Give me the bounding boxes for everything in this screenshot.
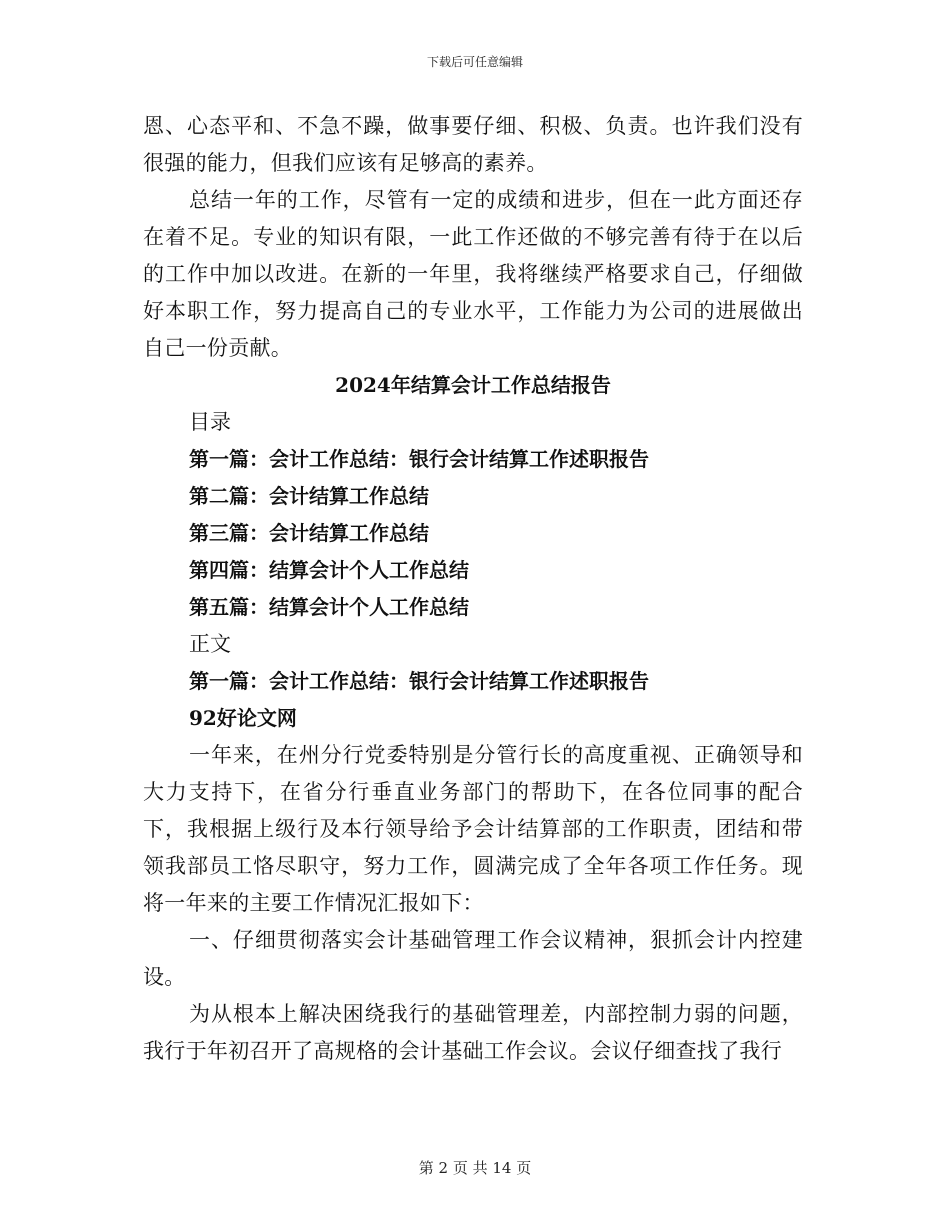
paragraph-continued: 恩、心态平和、不急不躁，做事要仔细、积极、负责。也许我们没有很强的能力，但我们应该有足够高的素养。 bbox=[143, 114, 803, 175]
paragraph-summary: 总结一年的工作，尽管有一定的成绩和进步，但在一此方面还存在着不足。专业的知识有限，一此工作还做的不够完善有待于在以后的工作中加以改进。在新的一年里，我将继续严格要求自己，仔细做好本职工作，努力提高自己的专业水平，工作能力为公司的进展做出自己一份贡献。 bbox=[143, 188, 803, 360]
toc-item-1: 第一篇：会计工作总结：银行会计结算工作述职报告 bbox=[189, 447, 649, 471]
paragraph-detail: 为从根本上解决困绕我行的基础管理差，内部控制力弱的问题，我行于年初召开了高规格的会计基础工作会议。会议仔细查找了我行 bbox=[143, 1002, 803, 1063]
paragraph-point-1: 一、仔细贯彻落实会计基础管理工作会议精神，狠抓会计内控建设。 bbox=[143, 928, 803, 989]
toc-label: 目录 bbox=[189, 410, 231, 434]
document-title: 2024年结算会计工作总结报告 bbox=[335, 373, 611, 397]
document-body bbox=[143, 108, 803, 1070]
toc-item-3: 第三篇：会计结算工作总结 bbox=[189, 521, 429, 545]
page-header: 下载后可任意编辑 bbox=[426, 55, 523, 69]
toc-item-2: 第二篇：会计结算工作总结 bbox=[189, 484, 429, 508]
toc-item-5: 第五篇：结算会计个人工作总结 bbox=[189, 595, 469, 619]
source-label: 92好论文网 bbox=[189, 706, 297, 730]
toc-item-4: 第四篇：结算会计个人工作总结 bbox=[189, 558, 469, 582]
page-footer: 第 2 页 共 14 页 bbox=[418, 1159, 532, 1177]
paragraph-intro: 一年来，在州分行党委特别是分管行长的高度重视、正确领导和大力支持下，在省分行垂直业务部门的帮助下，在各位同事的配合下，我根据上级行及本行领导给予会计结算部的工作职责，团结和带领我部员工恪尽职守，努力工作，圆满完成了全年各项工作任务。现将一年来的主要工作情况汇报如下： bbox=[143, 743, 803, 915]
section-heading: 第一篇：会计工作总结：银行会计结算工作述职报告 bbox=[189, 669, 649, 693]
body-label: 正文 bbox=[189, 632, 231, 656]
